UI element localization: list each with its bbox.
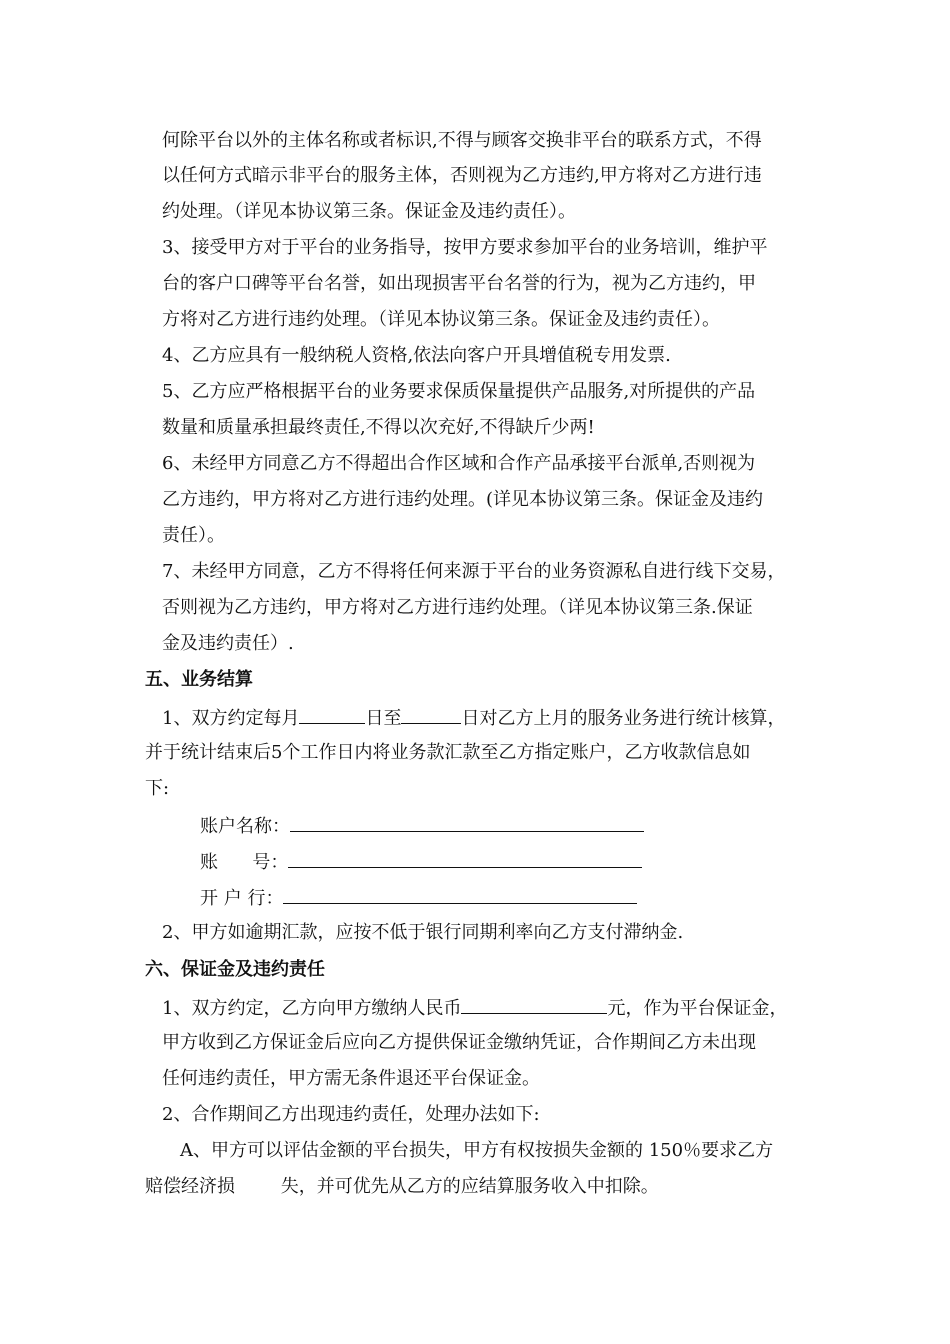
sec6-p1-line: 甲方收到乙方保证金后应向乙方提供保证金缴纳凭证，合作期间乙方未出现 (162, 1032, 756, 1053)
item-7-line: 7、未经甲方同意，乙方不得将任何来源于平台的业务资源私自进行线下交易， (162, 561, 786, 582)
sec6-p1-line (162, 995, 787, 1021)
item-3-line: 方将对乙方进行违约处理。（详见本协议第三条。保证金及违约责任）。 (162, 309, 720, 330)
day-end-blank[interactable] (401, 705, 461, 724)
section-6-heading: 六、保证金及违约责任 (145, 959, 325, 980)
item-5-line: 数量和质量承担最终责任,不得以次充好,不得缺斤少两! (162, 417, 595, 438)
sec5-p2-line: 2、甲方如逾期汇款，应按不低于银行同期利率向乙方支付滞纳金. (162, 922, 684, 943)
account-name-row (200, 813, 644, 839)
bank-label: 开 户 行： (200, 888, 284, 909)
item-7-line: 否则视为乙方违约，甲方将对乙方进行违约处理。（详见本协议第三条.保证 (162, 597, 753, 618)
item-7-line: 金及违约责任）. (162, 633, 294, 654)
section-5-heading: 五、业务结算 (145, 669, 253, 690)
sec5-p1-text-a: 1、双方约定每月 (162, 708, 300, 729)
item-6-line: 乙方违约，甲方将对乙方进行违约处理。(详见本协议第三条。保证金及违约 (162, 489, 764, 510)
bank-row (200, 885, 637, 911)
sec6-p1-text-a: 1、双方约定，乙方向甲方缴纳人民币 (162, 998, 462, 1019)
item-6-line: 6、未经甲方同意乙方不得超出合作区域和合作产品承接平台派单,否则视为 (162, 453, 756, 474)
deposit-amount-blank[interactable] (461, 995, 607, 1014)
sec5-p1-text-b: 日至 (365, 708, 402, 729)
sec5-p1-text-c: 日对乙方上月的服务业务进行统计核算， (461, 708, 786, 729)
sec6-p1-line: 任何违约责任，甲方需无条件退还平台保证金。 (162, 1068, 540, 1089)
item-6-line: 责任）。 (162, 525, 225, 546)
sec6-pA-line: 赔偿经济损 失，并可优先从乙方的应结算服务收入中扣除。 (145, 1176, 659, 1197)
sec6-pA-line: A、甲方可以评估金额的平台损失，甲方有权按损失金额的 150％要求乙方 (180, 1140, 774, 1161)
item-5-line: 5、乙方应严格根据平台的业务要求保质保量提供产品服务,对所提供的产品 (162, 381, 756, 402)
account-number-field[interactable] (288, 849, 642, 868)
account-number-label: 账 号： (200, 852, 289, 873)
paragraph-line: 以任何方式暗示非平台的服务主体，否则视为乙方违约,甲方将对乙方进行违 (162, 165, 762, 186)
item-3-line: 3、接受甲方对于平台的业务指导，按甲方要求参加平台的业务培训，维护平 (162, 237, 768, 258)
bank-field[interactable] (283, 885, 637, 904)
paragraph-line: 约处理。（详见本协议第三条。保证金及违约责任）。 (162, 201, 576, 222)
item-4-line: 4、乙方应具有一般纳税人资格,依法向客户开具增值税专用发票. (162, 345, 671, 366)
sec5-p1-line: 并于统计结束后5个工作日内将业务款汇款至乙方指定账户，乙方收款信息如 (145, 742, 751, 763)
day-start-blank[interactable] (299, 705, 365, 724)
item-3-line: 台的客户口碑等平台名誉，如出现损害平台名誉的行为，视为乙方违约，甲 (162, 273, 756, 294)
account-number-row (200, 849, 642, 875)
account-name-field[interactable] (290, 813, 644, 832)
sec6-p1-text-b: 元，作为平台保证金， (607, 998, 788, 1019)
account-name-label: 账户名称： (200, 816, 290, 837)
sec5-p1-line: 下: (145, 778, 170, 799)
paragraph-line: 何除平台以外的主体名称或者标识,不得与顾客交换非平台的联系方式，不得 (162, 130, 762, 151)
sec6-p2-line: 2、合作期间乙方出现违约责任，处理办法如下: (162, 1104, 540, 1125)
sec5-p1-line (162, 705, 785, 731)
